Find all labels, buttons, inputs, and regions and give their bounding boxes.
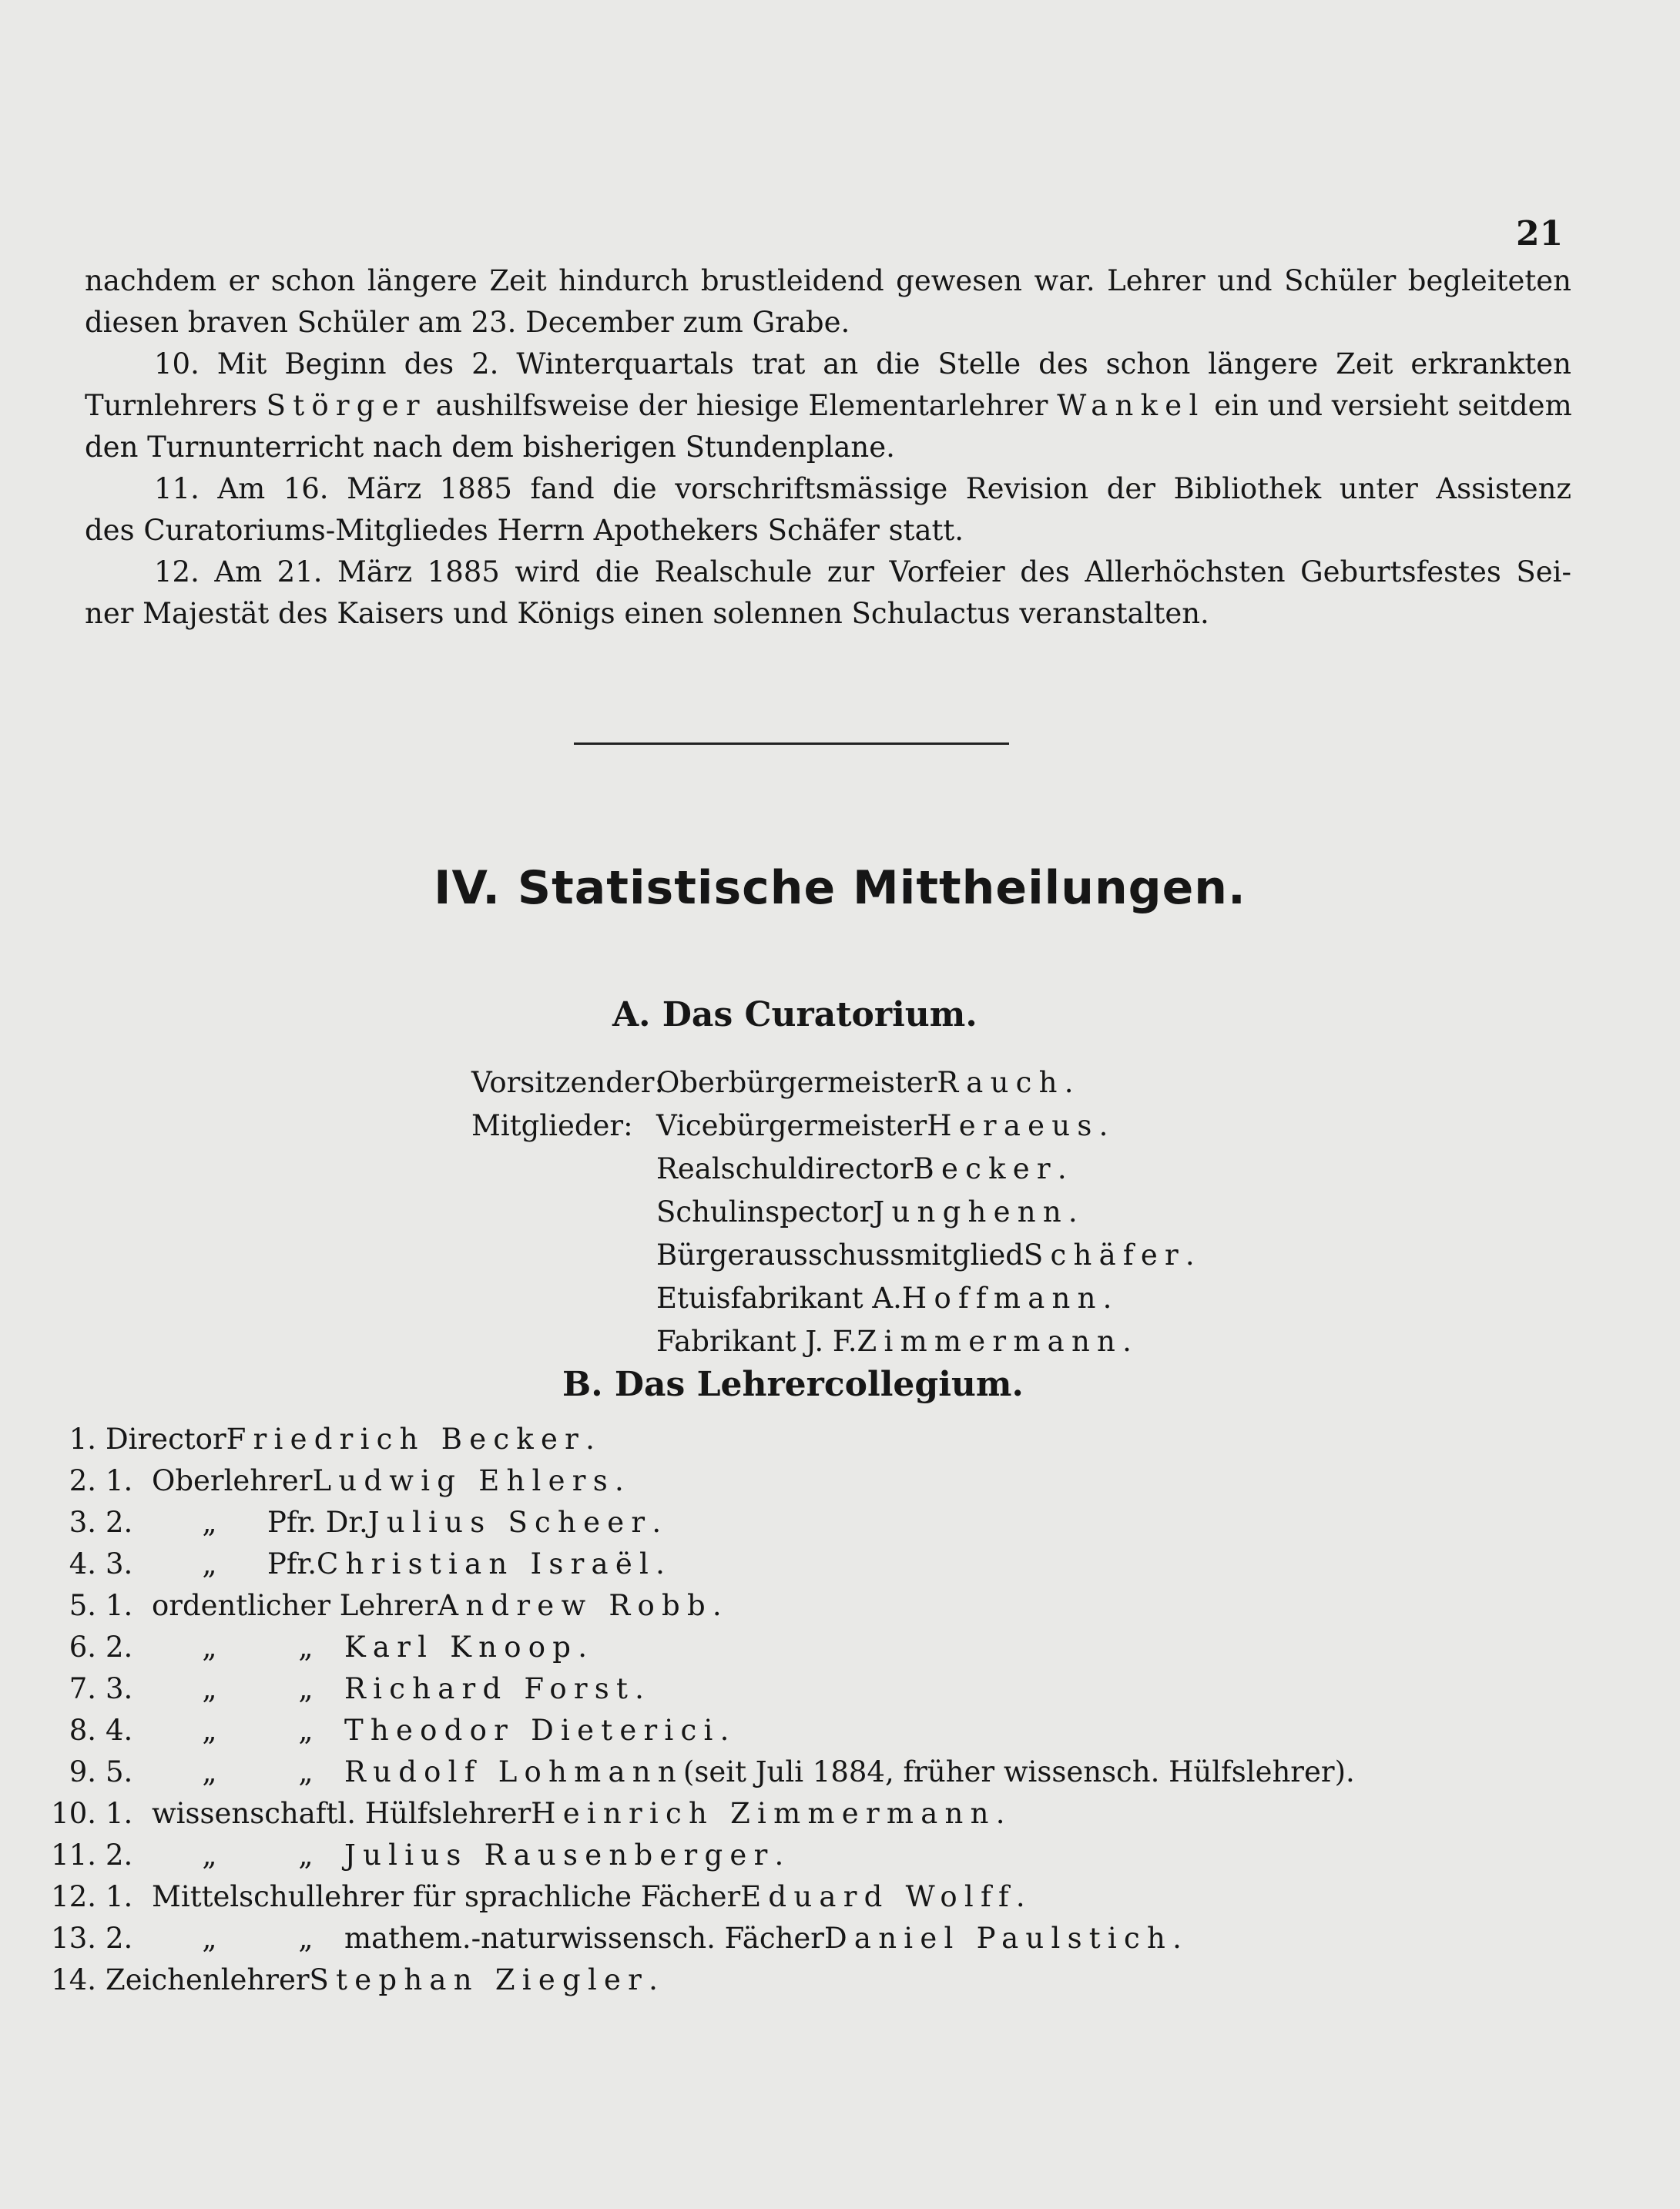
curatorium-row — [471, 1277, 1195, 1320]
staff-name: Friedrich Becker — [226, 1423, 586, 1456]
staff-title: Oberlehrer — [152, 1464, 313, 1497]
curatorium-name: Heraeus — [927, 1109, 1099, 1142]
text-line: 11. Am 16. März 1885 fand die vorschriftsmässige Revision der Bibliothek unter Assistenz — [154, 472, 1571, 505]
staff-suffix: . — [585, 1423, 595, 1456]
staff-title: Pfr. Dr. — [267, 1506, 368, 1539]
ditto-mark: „ — [298, 1672, 314, 1705]
curatorium-suffix: . — [1057, 1152, 1067, 1185]
staff-name: Ludwig Ehlers — [312, 1464, 615, 1497]
staff-title: Mittelschullehrer für sprachliche Fächer — [152, 1880, 741, 1913]
curatorium-title: Oberbürgermeister — [656, 1066, 937, 1099]
text-line: ner Majestät des Kaisers und Königs einen solennen Schulactus veranstalten. — [85, 597, 1209, 630]
section-title: IV. Statistische Mittheilungen. — [434, 861, 1246, 915]
staff-suffix: . — [719, 1714, 729, 1747]
curatorium-role — [471, 1277, 656, 1320]
staff-subnumber: 1. — [106, 1464, 133, 1497]
ditto-mark: „ — [202, 1714, 217, 1747]
text-segment: Turnlehrers — [85, 389, 267, 422]
staff-suffix: . — [652, 1506, 662, 1539]
curatorium-role: Vorsitzender: — [471, 1066, 664, 1099]
ditto-mark: „ — [202, 1922, 217, 1955]
staff-row — [42, 1502, 1355, 1544]
curatorium-row — [471, 1061, 1195, 1104]
staff-row — [42, 1585, 1355, 1627]
text-line: 10. Mit Beginn des 2. Winterquartals trat an die Stelle des schon längere Zeit erkrankten — [154, 347, 1571, 380]
curatorium-title: Schulinspector — [656, 1195, 874, 1229]
staff-number: 12. — [51, 1880, 96, 1913]
staff-name: Andrew Robb — [438, 1589, 713, 1622]
staff-title: wissenschaftl. Hülfslehrer — [152, 1797, 531, 1830]
text-segment: ein und versieht seitdem — [1205, 389, 1572, 422]
staff-subnumber: 2. — [106, 1506, 133, 1539]
staff-subnumber: 2. — [106, 1839, 133, 1872]
spaced-name: Störger — [266, 389, 427, 422]
text-line: des Curatoriums-Mitgliedes Herrn Apothekers Schäfer statt. — [85, 514, 964, 547]
staff-name: Karl Knoop — [344, 1631, 578, 1664]
curatorium-name: Rauch — [937, 1066, 1065, 1099]
page-number: 21 — [1516, 214, 1564, 253]
ditto-mark: „ — [202, 1672, 217, 1705]
curatorium-role — [471, 1148, 656, 1191]
curatorium-suffix: . — [1102, 1282, 1112, 1315]
staff-name: Theodor Dieterici — [344, 1714, 720, 1747]
curatorium-role: Mitglieder: — [471, 1109, 633, 1142]
curatorium-name: Junghenn — [873, 1195, 1068, 1229]
curatorium-list — [471, 1061, 1195, 1363]
lehrercollegium-heading: B. Das Lehrercollegium. — [562, 1365, 1024, 1404]
staff-subnumber: 2. — [106, 1631, 133, 1664]
staff-suffix: . — [995, 1797, 1005, 1830]
staff-suffix: . — [1172, 1922, 1182, 1955]
staff-suffix: . — [656, 1547, 665, 1580]
staff-suffix: . — [774, 1839, 784, 1872]
staff-number: 13. — [51, 1922, 96, 1955]
ditto-mark: „ — [202, 1631, 217, 1664]
staff-number: 4. — [69, 1547, 96, 1580]
staff-number: 14. — [51, 1963, 96, 1996]
curatorium-suffix: . — [1098, 1109, 1108, 1142]
curatorium-suffix: . — [1185, 1239, 1195, 1272]
staff-name: Heinrich Zimmermann — [531, 1797, 996, 1830]
staff-name: Daniel Paulstich — [823, 1922, 1173, 1955]
curatorium-title: Fabrikant J. F. — [656, 1325, 857, 1358]
text-segment: aushilfsweise der hiesige Elementarlehrer — [426, 389, 1058, 422]
staff-name: Rudolf Lohmann — [344, 1755, 683, 1788]
staff-title: Zeichenlehrer — [106, 1963, 310, 1996]
curatorium-role — [471, 1191, 656, 1234]
ditto-mark: „ — [298, 1839, 314, 1872]
chronicle-paragraphs — [85, 260, 1571, 635]
staff-row — [42, 1544, 1355, 1585]
staff-number: 1. — [69, 1423, 96, 1456]
staff-suffix: . — [712, 1589, 722, 1622]
staff-number: 2. — [69, 1464, 96, 1497]
staff-suffix: . — [635, 1672, 644, 1705]
staff-subnumber: 1. — [106, 1797, 133, 1830]
curatorium-suffix: . — [1122, 1325, 1132, 1358]
staff-name: Stephan Ziegler — [309, 1963, 649, 1996]
ditto-mark: „ — [202, 1547, 217, 1580]
staff-number: 5. — [69, 1589, 96, 1622]
spaced-name: Wankel — [1057, 389, 1206, 422]
staff-subnumber: 2. — [106, 1922, 133, 1955]
curatorium-row — [471, 1104, 1195, 1148]
curatorium-row — [471, 1191, 1195, 1234]
text-line: 12. Am 21. März 1885 wird die Realschule zur Vorfeier des Allerhöchsten Geburtsfestes Sei- — [154, 555, 1571, 588]
ditto-mark: „ — [298, 1631, 314, 1664]
staff-title: Pfr. — [267, 1547, 317, 1580]
staff-number: 8. — [69, 1714, 96, 1747]
staff-number: 11. — [51, 1839, 96, 1872]
staff-row — [42, 1835, 1355, 1876]
staff-subnumber: 1. — [106, 1880, 133, 1913]
ditto-mark: „ — [202, 1839, 217, 1872]
curatorium-heading: A. Das Curatorium. — [612, 995, 977, 1034]
staff-suffix: . — [578, 1631, 587, 1664]
ditto-mark: „ — [298, 1755, 314, 1788]
curatorium-name: Schäfer — [1023, 1239, 1185, 1272]
curatorium-row — [471, 1234, 1195, 1277]
staff-title: Director — [106, 1423, 226, 1456]
staff-subnumber: 3. — [106, 1547, 133, 1580]
curatorium-role — [471, 1320, 656, 1363]
staff-number: 10. — [51, 1797, 96, 1830]
curatorium-name: Becker — [913, 1152, 1058, 1185]
ditto-mark: „ — [202, 1755, 217, 1788]
text-line: diesen braven Schüler am 23. December zum Grabe. — [85, 306, 850, 339]
staff-subnumber: 4. — [106, 1714, 133, 1747]
curatorium-title: Etuisfabrikant A. — [656, 1282, 902, 1315]
staff-name: Julius Rausenberger — [344, 1839, 775, 1872]
staff-subnumber: 1. — [106, 1589, 133, 1622]
lehrercollegium-list — [42, 1419, 1355, 2001]
curatorium-title: Vicebürgermeister — [656, 1109, 927, 1142]
staff-number: 3. — [69, 1506, 96, 1539]
staff-subnumber: 5. — [106, 1755, 133, 1788]
staff-number: 9. — [69, 1755, 96, 1788]
ditto-mark: „ — [298, 1714, 314, 1747]
staff-row — [42, 1959, 1355, 2001]
curatorium-title: Realschuldirector — [656, 1152, 914, 1185]
curatorium-title: Bürgerausschussmitglied — [656, 1239, 1024, 1272]
staff-title: mathem.-naturwissensch. Fächer — [344, 1922, 824, 1955]
curatorium-row — [471, 1320, 1195, 1363]
staff-suffix: . — [649, 1963, 658, 1996]
staff-number: 7. — [69, 1672, 96, 1705]
section-divider — [574, 742, 1009, 745]
staff-row — [42, 1751, 1355, 1793]
staff-name: Christian Israël — [316, 1547, 656, 1580]
staff-subnumber: 3. — [106, 1672, 133, 1705]
staff-name: Eduard Wolff — [740, 1880, 1016, 1913]
curatorium-role — [471, 1234, 656, 1277]
curatorium-suffix: . — [1068, 1195, 1078, 1229]
curatorium-suffix: . — [1064, 1066, 1074, 1099]
text-line: nachdem er schon längere Zeit hindurch brustleidend gewesen war. Lehrer und Schüler begleiteten — [85, 264, 1571, 297]
staff-row — [42, 1668, 1355, 1710]
staff-name: Richard Forst — [344, 1672, 635, 1705]
staff-name: Julius Scheer — [367, 1506, 652, 1539]
staff-suffix: (seit Juli 1884, früher wissensch. Hülfslehrer). — [682, 1755, 1355, 1788]
staff-title: ordentlicher Lehrer — [152, 1589, 438, 1622]
text-line: den Turnunterricht nach dem bisherigen Stundenplane. — [85, 431, 895, 464]
staff-number: 6. — [69, 1631, 96, 1664]
staff-row — [42, 1710, 1355, 1751]
staff-row — [42, 1460, 1355, 1502]
staff-row — [42, 1876, 1355, 1918]
text-line — [85, 385, 1571, 427]
staff-row — [42, 1627, 1355, 1668]
ditto-mark: „ — [202, 1506, 217, 1539]
curatorium-row — [471, 1148, 1195, 1191]
staff-row — [42, 1918, 1355, 1959]
staff-suffix: . — [1015, 1880, 1025, 1913]
staff-row — [42, 1419, 1355, 1460]
curatorium-name: Hoffmann — [901, 1282, 1103, 1315]
ditto-mark: „ — [298, 1922, 314, 1955]
staff-suffix: . — [614, 1464, 624, 1497]
curatorium-name: Zimmermann — [857, 1325, 1123, 1358]
staff-row — [42, 1793, 1355, 1835]
